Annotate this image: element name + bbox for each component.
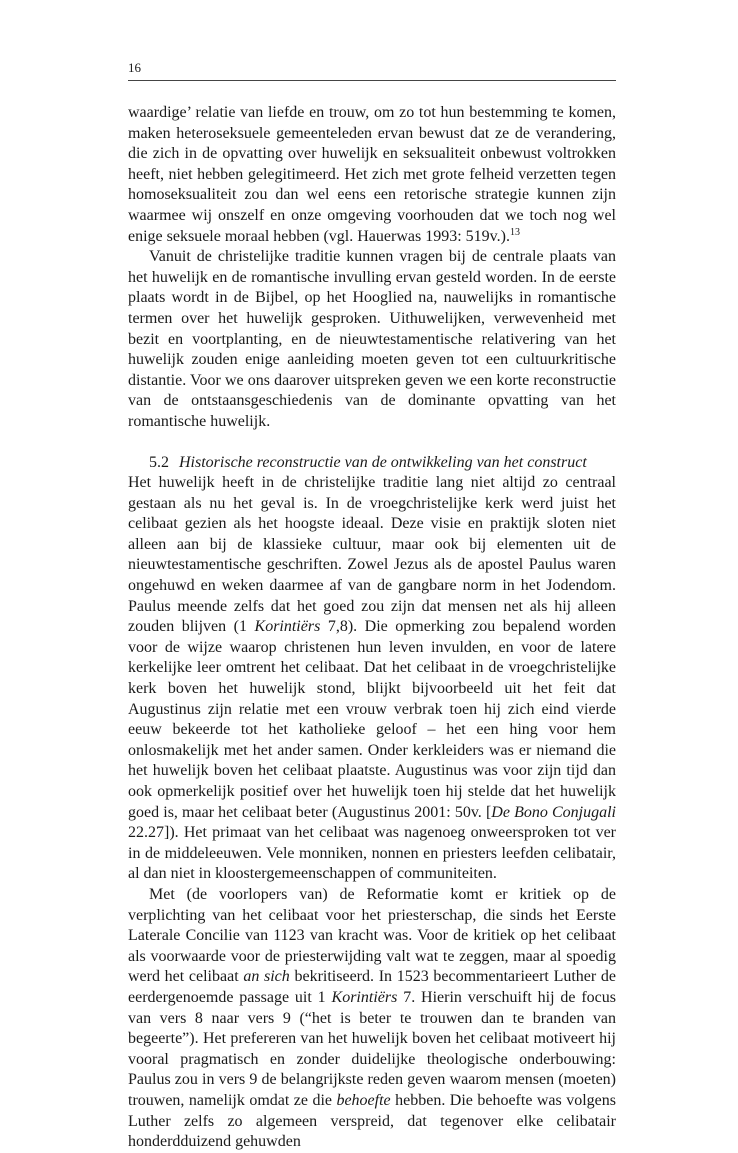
paragraph-1-text: waardige’ relatie van liefde en trouw, om zo tot hun bestemming te komen, maken heteroseksuele gemeenteleden ervan bewust dat ze de verandering, die zich in de opvatting over huwelijk en seksualiteit onbewust voltrokken heeft, niet hebben gelegitimeerd. Het zich met grote felheid verzetten tegen homoseksualiteit zou dan wel eens een retorische strategie kunnen zijn waarmee wij onszelf en onze omgeving voorhouden dat we toch nog wel enige seksuele moraal hebben (vgl. Hauerwas 1993: 519v.). [128,104,616,245]
paragraph-3-part-2: 7,8). Die opmerking zou bepalend worden voor de wijze waarop christenen hun leven invulden, en voor de latere kerkelijke leer omtrent het celibaat. Dat het celibaat in de vroegchristelijke kerk boven het huwelijk stond, blijkt bijvoorbeeld uit het feit dat Augustinus zijn relatie met een vrouw verbrak toen hij zich eind vierde eeuw bekeerde tot het katholieke geloof – het een hing voor hem onlosmakelijk met het ander samen. Onder kerkleiders was er niemand die het huwelijk boven het celibaat plaatste. Augustinus was voor zijn tijd dan ook opmerkelijk positief over het huwelijk toen hij stelde dat het huwelijk goed is, maar het celibaat beter (Augustinus 2001: 50v. [ [128,618,616,821]
section-heading [128,453,616,474]
emphasis-behoefte: behoefte [336,1091,391,1109]
paragraph-4-part-3: 7. Hierin verschuift hij de focus van vers 8 naar vers 9 (“het is beter te trouwen dan te branden van begeerte”). Het prefereren van het huwelijk boven het celibaat motiveert hij vooral pragmatisch en zonder duidelijke theologische onderbouwing: Paulus zou in vers 9 de belangrijkste reden geven waarom mensen (moeten) trouwen, namelijk omdat ze die [128,988,617,1109]
emphasis-an-sich: an sich [243,968,290,986]
paragraph-1 [128,103,616,247]
paragraph-2: Vanuit de christelijke traditie kunnen vragen bij de centrale plaats van het huwelijk en de romantische invulling ervan gesteld worden. In de eerste plaats wordt in de Bijbel, op het Hooglied na, nauwelijks in romantische termen over het huwelijk gesproken. Uithuwelijken, verwevenheid met bezit en voortplanting, en de nieuwtestamentische relativering van het huwelijk zouden enige aanleiding moeten geven tot een cultuurkritische distantie. Voor we ons daarover uitspreken geven we een korte reconstructie van de ontstaansgeschiedenis van de dominante opvatting van het romantische huwelijk. [128,248,616,430]
paragraph-3-part-3: 22.27]). Het primaat van het celibaat was nagenoeg onweersproken tot ver in de middeleeuwen. Vele monniken, nonnen en priesters leefden celibatair, al dan niet in kloostergemeenschappen of communiteiten. [128,824,616,883]
section-title: Historische reconstructie van de ontwikkeling van het construct [179,453,587,471]
paragraph-4-part-2: bekritiseerd. In 1523 becommentarieert Luther de eerdergenoemde passage uit 1 [128,968,616,1006]
paragraph-4 [128,885,616,1153]
footnote-marker[interactable]: 13 [509,226,520,238]
header-rule [128,80,616,81]
bible-reference: Korintiërs [254,618,321,636]
paragraph-3-part-1: Het huwelijk heeft in de christelijke traditie lang niet altijd zo centraal gestaan als nu het geval is. In de vroegchristelijke kerk werd juist het celibaat gezien als het hoogste ideaal. Deze visie en praktijk sloten niet alleen aan bij de klassieke cultuur, maar ook bij elementen uit de nieuwtestamentische geschriften. Zowel Jezus als de apostel Paulus waren ongehuwd en weken daarmee af van de gangbare norm in het Jodendom. Paulus meende zelfs dat het goed zou zijn dat mensen net als hij alleen zouden blijven (1 [128,474,616,636]
paragraph-3 [128,473,616,885]
work-title: De Bono Conjugali [491,803,617,821]
paragraph-4-part-4: hebben. Die behoefte was volgens Luther zelfs zo algemeen verspreid, dat tegenover elke celibatair honderdduizend gehuwden [128,1091,616,1151]
section-number: 5.2 [149,453,169,471]
paragraph-4-part-1: Met (de voorlopers van) de Reformatie komt er kritiek op de verplichting van het celibaat voor het priesterschap, die sinds het Eerste Laterale Concilie van 1123 van kracht was. Voor de kritiek op het celibaat als voorwaarde voor de priesterwijding valt wat te zeggen, maar al spoedig werd het celibaat [128,885,616,986]
body-text [128,103,616,1153]
page-number: 16 [128,60,141,75]
bible-reference: Korintiërs [331,988,398,1006]
